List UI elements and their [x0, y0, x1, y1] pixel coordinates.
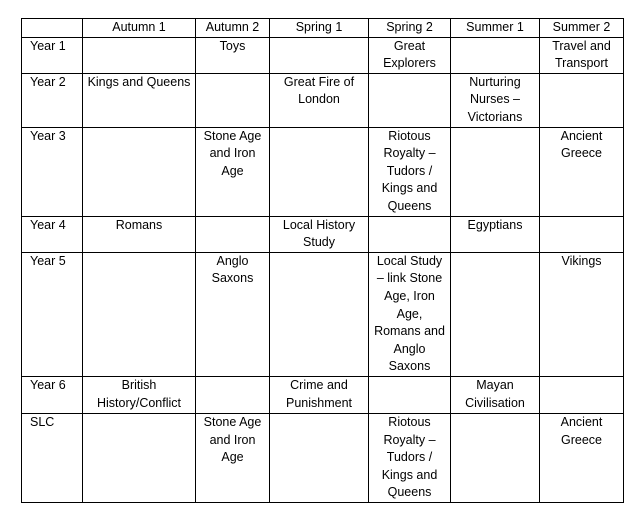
- column-header-autumn-1: Autumn 1: [83, 19, 196, 38]
- table-cell: [83, 252, 196, 376]
- table-cell: [451, 413, 540, 502]
- column-header-spring-1: Spring 1: [270, 19, 369, 38]
- table-cell: [540, 73, 624, 127]
- table-cell: Local History Study: [270, 216, 369, 252]
- table-cell: Riotous Royalty – Tudors / Kings and Queens: [369, 413, 451, 502]
- table-cell: [83, 37, 196, 73]
- table-cell: Vikings: [540, 252, 624, 376]
- header-row: [22, 19, 624, 38]
- table-cell: Nurturing Nurses – Victorians: [451, 73, 540, 127]
- table-row: [22, 252, 624, 376]
- table-cell: Ancient Greece: [540, 413, 624, 502]
- table-cell: [451, 252, 540, 376]
- table-cell: Riotous Royalty – Tudors / Kings and Queens: [369, 127, 451, 216]
- table-cell: [270, 127, 369, 216]
- table-cell: [540, 216, 624, 252]
- table-cell: [451, 37, 540, 73]
- table-cell: Toys: [196, 37, 270, 73]
- row-label: SLC: [22, 413, 83, 502]
- table-cell: [196, 216, 270, 252]
- table-row: [22, 376, 624, 413]
- table-row: [22, 73, 624, 127]
- table-cell: Mayan Civilisation: [451, 376, 540, 413]
- table-cell: Great Fire of London: [270, 73, 369, 127]
- table-cell: Anglo Saxons: [196, 252, 270, 376]
- column-header-spring-2: Spring 2: [369, 19, 451, 38]
- table-row: [22, 413, 624, 502]
- table-cell: [369, 73, 451, 127]
- table-cell: Kings and Queens: [83, 73, 196, 127]
- table-cell: Ancient Greece: [540, 127, 624, 216]
- table-cell: [369, 376, 451, 413]
- table-cell: Great Explorers: [369, 37, 451, 73]
- row-label: Year 1: [22, 37, 83, 73]
- table-cell: [83, 413, 196, 502]
- table-cell: British History/Conflict: [83, 376, 196, 413]
- table-cell: [369, 216, 451, 252]
- table-cell: Egyptians: [451, 216, 540, 252]
- column-header-summer-2: Summer 2: [540, 19, 624, 38]
- table-cell: [540, 376, 624, 413]
- table-cell: [451, 127, 540, 216]
- table-cell: [270, 413, 369, 502]
- table-cell: Crime and Punishment: [270, 376, 369, 413]
- row-label: Year 5: [22, 252, 83, 376]
- table-cell: Travel and Transport: [540, 37, 624, 73]
- curriculum-table: [21, 18, 624, 503]
- column-header-autumn-2: Autumn 2: [196, 19, 270, 38]
- table-cell: Romans: [83, 216, 196, 252]
- table-cell: [83, 127, 196, 216]
- table-cell: Stone Age and Iron Age: [196, 413, 270, 502]
- table-cell: [196, 73, 270, 127]
- column-header-summer-1: Summer 1: [451, 19, 540, 38]
- table-row: [22, 127, 624, 216]
- table-cell: [270, 37, 369, 73]
- row-label: Year 4: [22, 216, 83, 252]
- table-row: [22, 216, 624, 252]
- table-cell: [270, 252, 369, 376]
- row-label: Year 2: [22, 73, 83, 127]
- row-label: Year 3: [22, 127, 83, 216]
- table-cell: Stone Age and Iron Age: [196, 127, 270, 216]
- row-label: Year 6: [22, 376, 83, 413]
- table-cell: Local Study – link Stone Age, Iron Age, Romans and Anglo Saxons: [369, 252, 451, 376]
- table-cell: [196, 376, 270, 413]
- corner-header: [22, 19, 83, 38]
- table-row: [22, 37, 624, 73]
